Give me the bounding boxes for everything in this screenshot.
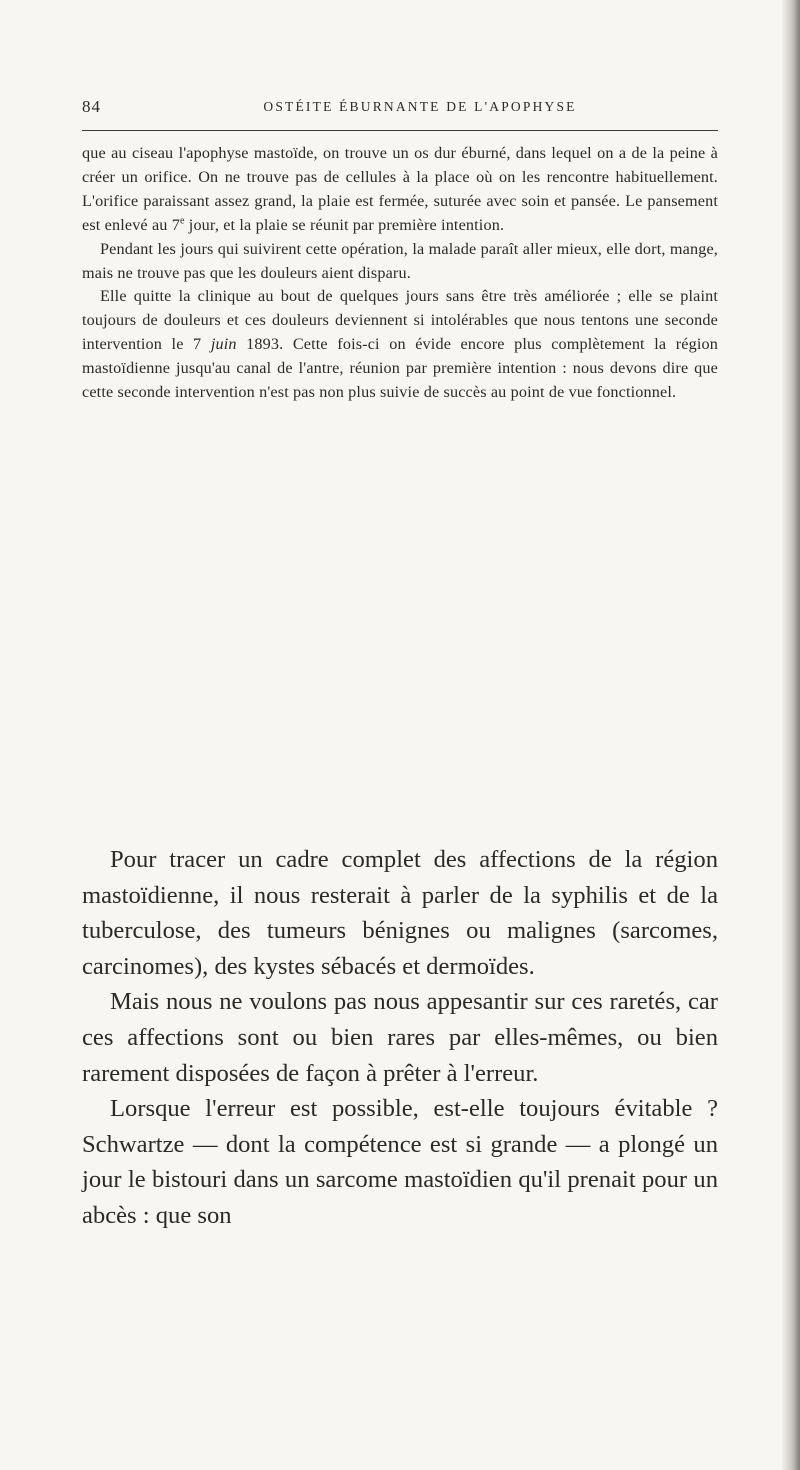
paragraph-3: Elle quitte la clinique au bout de quelques jours sans être très améliorée ; elle se plaint toujours de douleurs et ces douleurs deviennent si intolérables que nous tentons une seconde intervention le 7 juin 1893. Cette fois-ci on évide encore plus complètement la région mastoïdienne jusqu'au canal de l'antre, réunion par première intention : nous devons dire que cette seconde intervention n'est pas non plus suivie de succès au point de vue fonctionnel. xyxy=(82,287,718,402)
body-text-small xyxy=(82,142,718,405)
body-text-large xyxy=(82,842,718,1234)
paragraph-1: que au ciseau l'apophyse mastoïde, on trouve un os dur éburné, dans lequel on a de la peine à créer un orifice. On ne trouve pas de cellules à la place où on les rencontre habituellement. L'orifice paraissant assez grand, la plaie est fermée, suturée avec soin et pansée. Le pansement est enlevé au 7e jour, et la plaie se réunit par première intention. xyxy=(82,144,718,234)
page-number: 84 xyxy=(82,97,101,116)
page-binding-edge xyxy=(782,0,800,1470)
page-header xyxy=(82,97,718,121)
paragraph-5: Mais nous ne voulons pas nous appesantir sur ces raretés, car ces affections sont ou bien rares par elles-mêmes, ou bien rarement disposées de façon à prêter à l'erreur. xyxy=(82,988,718,1087)
running-title: OSTÉITE ÉBURNANTE DE L'APOPHYSE xyxy=(263,99,577,114)
paragraph-6: Lorsque l'erreur est possible, est-elle toujours évitable ? Schwartze — dont la compétence est si grande — a plongé un jour le bistouri dans un sarcome mastoïdien qu'il prenait pour un abcès : que son xyxy=(82,1095,718,1229)
paragraph-2: Pendant les jours qui suivirent cette opération, la malade paraît aller mieux, elle dort, mange, mais ne trouve pas que les douleurs aient disparu. xyxy=(82,239,718,282)
header-rule xyxy=(82,130,718,131)
paragraph-4: Pour tracer un cadre complet des affections de la région mastoïdienne, il nous resterait à parler de la syphilis et de la tuberculose, des tumeurs bénignes ou malignes (sarcomes, carcinomes), des kystes sébacés et dermoïdes. xyxy=(82,846,718,980)
